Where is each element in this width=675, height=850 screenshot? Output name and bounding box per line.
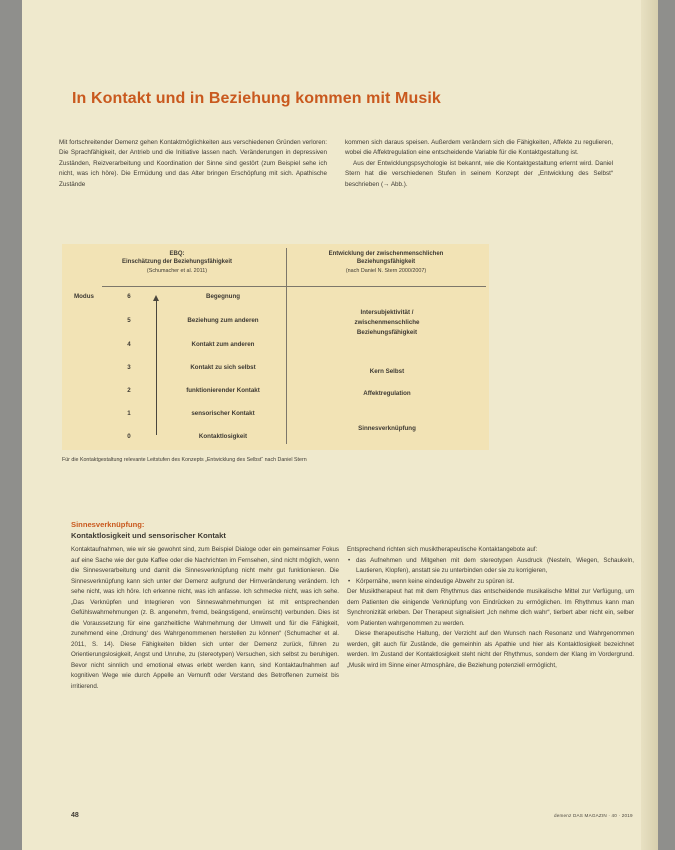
- mode-axis-line: [156, 298, 157, 435]
- intro-text: [59, 138, 613, 190]
- body-column-right: [347, 545, 634, 671]
- intro-paragraph: Aus der Entwicklungspsychologie ist bekannt, wie die Kontaktgestaltung erlernt wird. Daniel Stern hat die verschiedenen Stufen in seinem Konzept der „Entwicklung des Selbst“ beschrieben (→ Abb.).: [345, 159, 613, 188]
- ebq-column-header: [72, 250, 282, 275]
- bullet-list: [347, 556, 634, 588]
- arrow-up-icon: [153, 295, 159, 301]
- mode-label-5: Beziehung zum anderen: [187, 317, 259, 324]
- magazine-footer: demenz DAS MAGAZIN · 40 · 2019: [554, 813, 633, 818]
- mode-label-3: Kontakt zu sich selbst: [190, 364, 256, 371]
- ebq-header-source: (Schumacher et al. 2011): [146, 267, 208, 274]
- modus-label: Modus: [74, 293, 94, 300]
- stern-header-title: Entwicklung der zwischenmenschlichen: [328, 251, 444, 257]
- mode-label-1: sensorischer Kontakt: [191, 410, 255, 417]
- page-number: 48: [71, 812, 79, 819]
- mode-number-6: 6: [127, 293, 131, 300]
- stern-header-subtitle: Beziehungsfähigkeit: [356, 259, 416, 266]
- column-divider: [286, 248, 287, 444]
- body-paragraph: Entsprechend richten sich musiktherapeutische Kontaktangebote auf:: [347, 546, 538, 553]
- figure-caption: Für die Kontaktgestaltung relevante Leitstufen des Konzepts „Entwicklung des Selbst“ nach Daniel Stern: [62, 457, 307, 463]
- ebq-header-subtitle: Einschätzung der Beziehungsfähigkeit: [121, 259, 232, 266]
- body-column-left: [71, 545, 339, 692]
- stage-core-self: Kern Selbst: [369, 368, 405, 375]
- body-paragraph: Diese therapeutische Haltung, der Verzicht auf den Wunsch nach Resonanz und Wahrgenommen werden, gilt auch für Zustände, die gemeinhin als Apathie und hier als Kontaktlosigkeit bezeichnet werden. Im Zustand der Kontaktlosigkeit steht nicht der Rhythmus, sondern der Klang im Vordergrund. „Musik wird im Sinne einer Atmosphäre, die Beziehung potenziell ermöglicht,: [347, 630, 634, 669]
- stage-sense-linking: Sinnesverknüpfung: [358, 425, 416, 432]
- header-divider: [102, 286, 486, 287]
- body-paragraph: Kontaktaufnahmen, wie wir sie gewohnt sind, zum Beispiel Dialoge oder ein gemeinsamer Fokus auf eine Sache wie der gute Kaffee oder die Nachrichten im Fernsehen, sind nicht möglich, wenn die Sinnesverarbeitung und damit die Sinnesverknüpfung nicht mehr gut funktionieren. Die Sinnesverknüpfung kann sich unter der Demenz aufgrund der Hirnveränderung verändern. Ich sehe nicht, was ich höre. Ich erkenne nicht, was ich anfasse. Ich schmecke nicht, was ich sehe. „Das Verknüpfen und Integrieren von Sinneswahrnehmungen ist mit entsprechenden Gefühlswahrnehmungen (z. B. angenehm, fremd, beängstigend, erwünscht) verbunden. Dies ist die Voraussetzung für eine ganzheitliche Wahrnehmung der Umwelt und für die Fähigkeit, zunehmend eine ‚Ordnung‘ des Wahrgenommenen herstellen zu können“ (Schumacher et al. 2011, S. 14). Diese Fähigkeiten bilden sich unter der Demenz zurück, führen zu Orientierungslosigkeit, Angst und Unruhe, zu (stereotypen) Versuchen, sich selbst zu beruhigen. Bevor nicht sinnlich und emotional etwas erlebt werden kann, sind Kontaktaufnahmen auf kognitiven Wege wie durch Appelle an Vernunft oder Verstand des Betroffenen zumeist bis irritierend.: [71, 546, 339, 690]
- intro-paragraph: Mit fortschreitender Demenz gehen Kontaktmöglichkeiten aus verschiedenen Gründen verloren: Die Sprachfähigkeit, der Antrieb und die Initiative lassen nach. Veränderungen in depressiven Zuständen, Reizverarbeitung und Koordination der Sinne sind gestört (zum Beispiel sehe ich nicht, was ich höre). Die Ermüdung und das Alter bringen Erschöpfung mit sich. Apathische Zustände: [59, 139, 327, 188]
- mode-label-6: Begegnung: [205, 293, 241, 300]
- mode-number-4: 4: [127, 341, 131, 348]
- magazine-page: [22, 0, 658, 850]
- page-spine: [641, 0, 658, 850]
- bullet-item: • Körpernähe, wenn keine eindeutige Abwehr zu spüren ist.: [356, 577, 634, 588]
- stage-intersubjectivity-line2: zwischenmenschliche: [354, 319, 420, 326]
- mode-number-0: 0: [127, 433, 131, 440]
- mode-number-2: 2: [127, 387, 131, 394]
- body-paragraph: Der Musiktherapeut hat mit dem Rhythmus das entscheidende musikalische Mittel zur Verfügung, um dem Patienten die einigende Verknüpfung von Eindrücken zu ermöglichen. Im Rhythmus kann man Synchronizität erleben. Der Therapeut signalisiert „Ich nehme dich wahr“, tierbert aber nicht ein, selber vom Patienten wahrgenommen zu werden.: [347, 588, 634, 627]
- ebq-header-title: EBQ:: [169, 251, 185, 257]
- stern-column-header: [288, 250, 484, 275]
- mode-label-0: Kontaktlosigkeit: [198, 433, 248, 440]
- intro-paragraph: kommen sich daraus speisen. Außerdem verändern sich die Fähigkeiten, Affekte zu regulieren, wobei die Affektregulation eine entscheidende Variable für die Kontaktgestaltung ist.: [345, 139, 613, 157]
- stern-header-source: (nach Daniel N. Stern 2000/2007): [345, 267, 427, 274]
- mode-number-1: 1: [127, 410, 131, 417]
- mode-number-3: 3: [127, 364, 131, 371]
- section-kicker: Sinnesverknüpfung:: [71, 520, 145, 529]
- mode-label-2: funktionierender Kontakt: [186, 387, 260, 394]
- section-heading: Kontaktlosigkeit und sensorischer Kontakt: [71, 531, 226, 540]
- stern-model-figure: [62, 244, 489, 450]
- mode-label-4: Kontakt zum anderen: [191, 341, 255, 348]
- stage-intersubjectivity-line3: Beziehungsfähigkeit: [356, 329, 418, 336]
- article-title: In Kontakt und in Beziehung kommen mit Musik: [72, 90, 441, 107]
- mode-number-5: 5: [127, 317, 131, 324]
- stage-intersubjectivity-line1: Intersubjektivität /: [360, 309, 414, 316]
- bullet-item: • das Aufnehmen und Mitgehen mit dem stereotypen Ausdruck (Nesteln, Wiegen, Schaukeln, Lautieren, Klopfen), anstatt sie zu unterbinden oder sie zu korrigieren,: [356, 556, 634, 577]
- stage-affect-regulation: Affektregulation: [363, 390, 411, 397]
